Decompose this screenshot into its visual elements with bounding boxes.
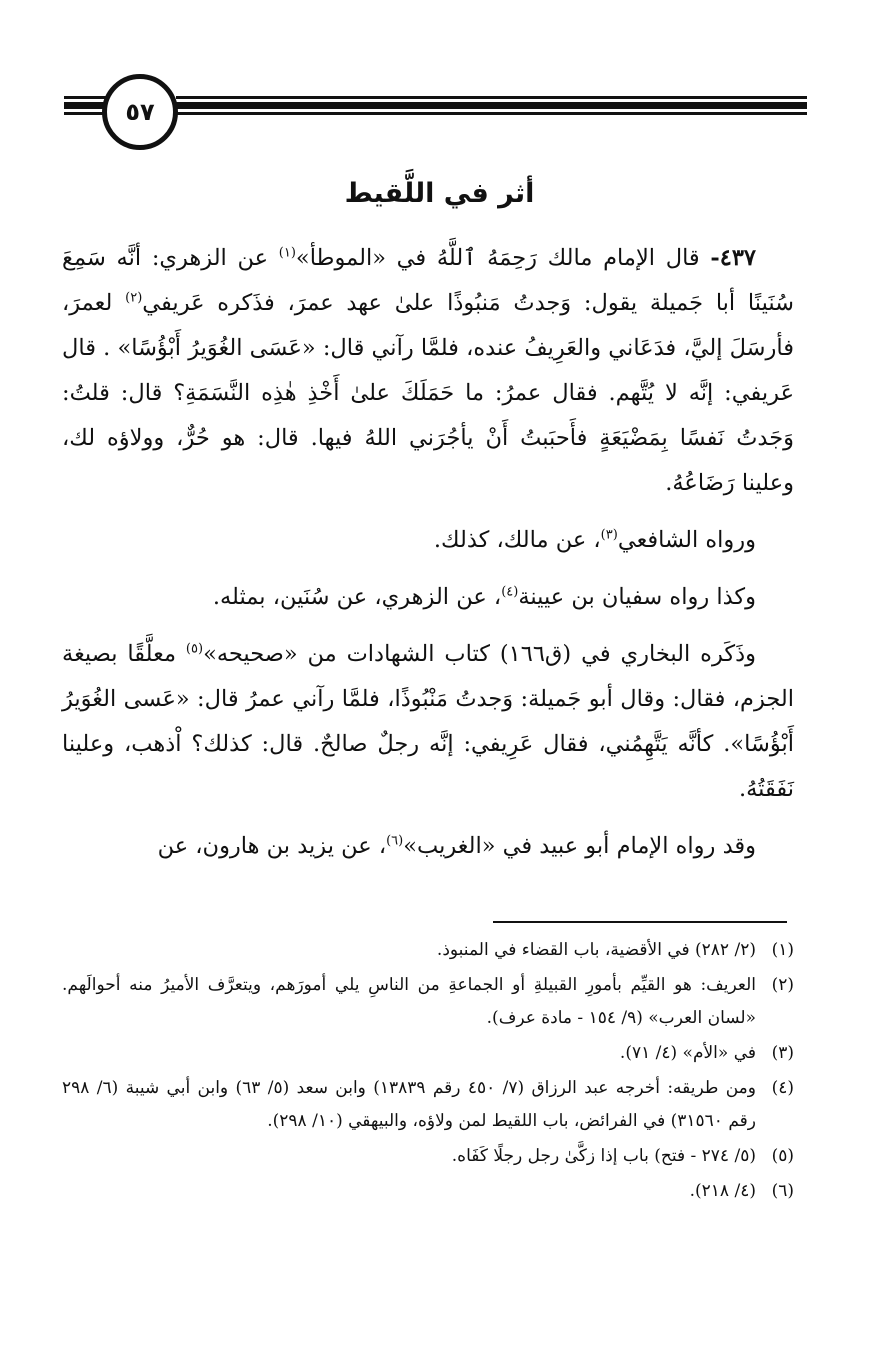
paragraph-text: وذَكَره البخاري في (ق١٦٦) كتاب الشهادات من «صحيحه» [203, 641, 756, 667]
footnote-number: (٦) [771, 1181, 794, 1201]
footnote-ref: (١) [278, 245, 296, 261]
footnote-ref: (٥) [185, 641, 204, 657]
paragraph-shafii [62, 518, 794, 563]
page-number: ٥٧ [102, 74, 178, 150]
paragraph-text: ، عن مالك، كذلك. [433, 527, 601, 553]
footnotes [62, 934, 794, 1210]
footnote-text: (٤/ ٢١٨). [689, 1181, 756, 1201]
header-rule-right [176, 96, 807, 116]
footnote-number: (٥) [771, 1146, 794, 1166]
paragraph-bukhari [62, 632, 794, 812]
footnote-item [62, 1140, 794, 1173]
section-title: أثر في اللَّقيط [344, 178, 535, 209]
paragraph-text: معلَّقًا بصيغة الجزم، فقال: وقال أبو جَميلة: وَجدتُ مَنْبُوذًا، فلمَّا رآني عمرُ قال: «عَسى الغُوَيرُ أَبْؤُسًا». كأنَّه يَتَّهِمُني، فقال عَرِيفي: إنَّه رجلٌ صالحٌ. قال: كذلك؟ اْذهب، وعلينا نَفَقَتُهُ. [62, 641, 794, 802]
footnote-item [62, 1037, 794, 1070]
paragraph-sufyan [62, 575, 794, 620]
footnote-number: (٣) [771, 1043, 794, 1063]
footnote-item [62, 934, 794, 967]
footnote-text: (٥/ ٢٧٤ - فتح) باب إذا زكَّىٰ رجل رجلًا كَفَاه. [451, 1146, 756, 1166]
footnote-number: (٤) [771, 1078, 794, 1098]
footnote-ref: (٣) [600, 527, 618, 543]
footnote-text: ومن طريقه: أخرجه عبد الرزاق (٧/ ٤٥٠ رقم ١٣٨٣٩) وابن سعد (٥/ ٦٣) وابن أبي شيبة (٦/ ٢٩٨ رقم ٣١٥٦٠) في الفرائض، باب اللقيط لمن ولاؤه، والبيهقي (١٠/ ٢٩٨). [62, 1078, 756, 1131]
footnote-item [62, 1072, 794, 1138]
paragraph-text: وقد رواه الإمام أبو عبيد في «الغريب» [403, 833, 756, 859]
paragraph-text: وكذا رواه سفيان بن عيينة [518, 584, 756, 610]
paragraph-abu-ubaid [62, 824, 794, 869]
paragraph-text: ، عن الزهري، عن سُنَين، بمثله. [212, 584, 502, 610]
footnote-text: العريف: هو القيِّم بأمورِ القبيلةِ أو الجماعةِ من الناسِ يلي أمورَهم، ويتعرَّف الأميرُ منه أحوالَهم. «لسان العرب» (٩/ ١٥٤ - مادة عرف). [62, 975, 756, 1028]
footnote-item [62, 1175, 794, 1208]
footnote-number: (١) [771, 940, 794, 960]
footnote-ref: (٤) [501, 584, 519, 600]
footnote-text: في «الأم» (٤/ ٧١). [619, 1043, 756, 1063]
footnote-item [62, 969, 794, 1035]
hadith-number: ٤٣٧- [710, 245, 756, 271]
paragraph-text: لعمرَ، فأرسَلَ إليَّ، فدَعَاني والعَرِيفُ عنده، فلمَّا رآني قال: «عَسَى الغُوَيرُ أَبْؤُسًا» . قال عَريفي: إنَّه لا يُتَّهم. فقال عمرُ: ما حَمَلَكَ علىٰ أَخْذِ هٰذِه النَّسَمَةِ؟ قال: قلتُ: وَجَدتُ نَفسًا بِمَضْيَعَةٍ فأَحبَبتُ أَنْ يأجُرَني اللهُ فيها. قال: هو حُرٌّ، وولاؤه لك، وعلينا رَضَاعُهُ. [62, 290, 794, 496]
paragraph-text: عن الزهري: أنَّه سَمِعَ سُنَينًا أبا جَميلة يقول: وَجدتُ مَنبُوذًا علىٰ عهد عمرَ، فذَكره عَريفي [62, 245, 795, 316]
footnote-separator [493, 921, 787, 923]
paragraph-text: قال الإمام مالك رَحِمَهُ ٱللَّهُ في «الموطأ» [295, 245, 711, 271]
paragraph-437 [62, 236, 794, 506]
paragraph-text: ورواه الشافعي [617, 527, 756, 553]
footnote-ref: (٢) [125, 290, 143, 306]
paragraph-text: ، عن يزيد بن هارون، عن [157, 833, 387, 859]
footnote-text: (٢/ ٢٨٢) في الأقضية، باب القضاء في المنبوذ. [436, 940, 756, 960]
footnote-number: (٢) [771, 975, 794, 995]
footnote-ref: (٦) [386, 833, 404, 849]
main-text [62, 236, 794, 869]
